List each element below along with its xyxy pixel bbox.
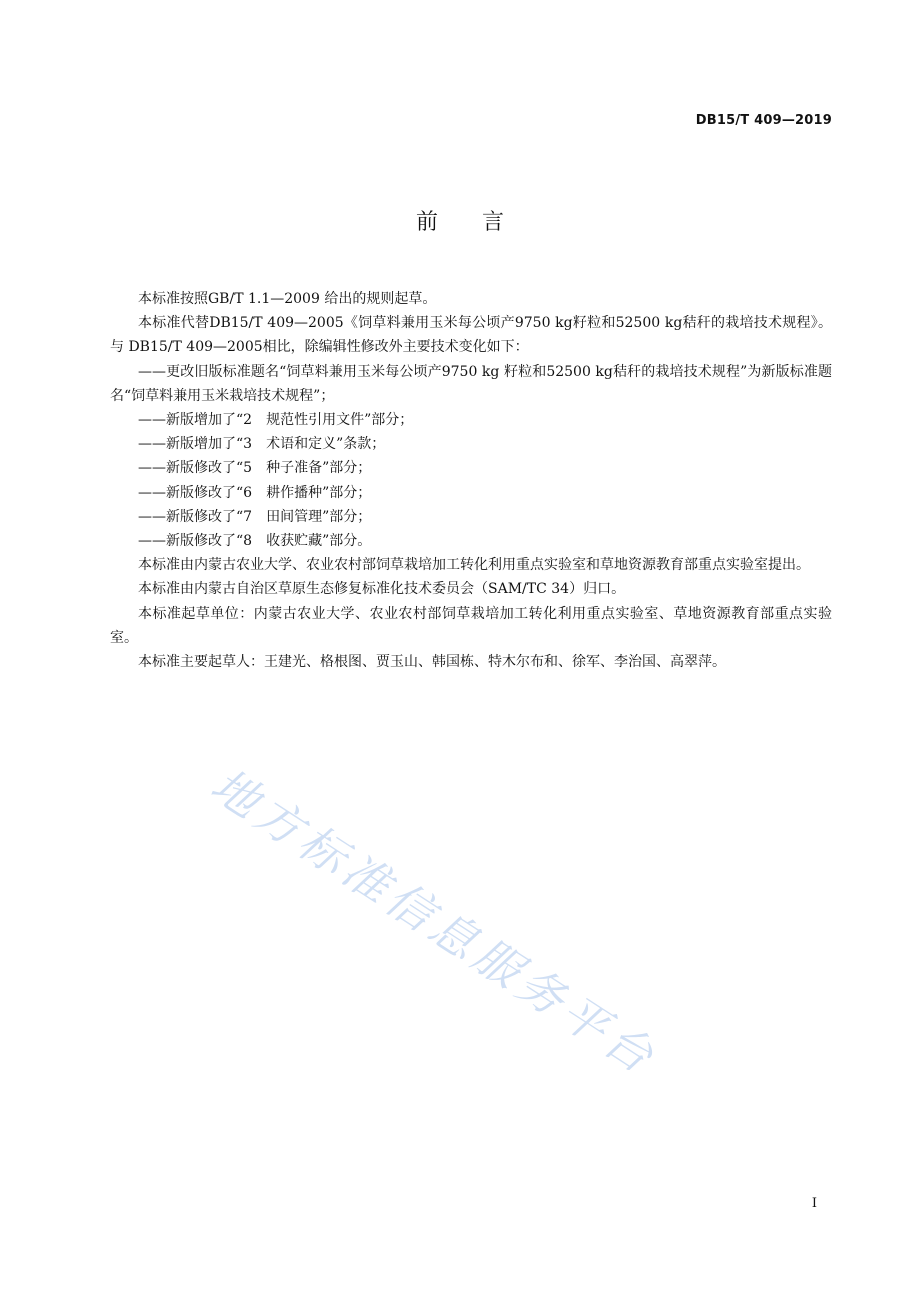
change-item-seed: ——新版修改了“5 种子准备”部分； [138, 460, 372, 477]
paragraph-replacement: 本标准代替DB15/T 409—2005《饲草料兼用玉米每公顷产9750 kg籽粒和52500 kg秸秆的栽培技术规程》。与 DB15/T 409—2005相比，除编辑性修改外主要技术变化如下： [110, 315, 832, 356]
change-item-harvest: ——新版修改了“8 收获贮藏”部分。 [138, 533, 372, 550]
paragraph-drafting-rules: 本标准按照GB/T 1.1—2009 给出的规则起草。 [138, 291, 437, 307]
change-item-title: ——更改旧版标准题名“饲草料兼用玉米每公顷产9750 kg 籽粒和52500 kg秸秆的栽培技术规程”为新版标准题名“饲草料兼用玉米栽培技术规程”； [110, 363, 832, 404]
page-number: I [811, 1196, 817, 1211]
paragraph-drafting-units: 本标准起草单位：内蒙古农业大学、农业农村部饲草栽培加工转化利用重点实验室、草地资源教育部重点实验室。 [110, 605, 832, 646]
change-item-sowing: ——新版修改了“6 耕作播种”部分； [138, 484, 372, 501]
paragraph-committee: 本标准由内蒙古自治区草原生态修复标准化技术委员会（SAM/TC 34）归口。 [138, 581, 626, 598]
paragraph-drafters: 本标准主要起草人：王建光、格根图、贾玉山、韩国栋、特木尔布和、徐军、李治国、高翠萍。 [138, 654, 726, 671]
change-item-references: ——新版增加了“2 规范性引用文件”部分； [138, 412, 414, 429]
foreword-body [110, 287, 832, 674]
paragraph-proposer: 本标准由内蒙古农业大学、农业农村部饲草栽培加工转化利用重点实验室和草地资源教育部重点实验室提出。 [138, 557, 810, 574]
page-title: 前言 [415, 210, 548, 235]
change-item-field-management: ——新版修改了“7 田间管理”部分； [138, 508, 372, 525]
change-item-terms: ——新版增加了“3 术语和定义”条款； [138, 436, 386, 453]
watermark: 地方标准信息服务平台 [201, 757, 668, 1087]
document-code: DB15/T 409—2019 [695, 113, 832, 128]
